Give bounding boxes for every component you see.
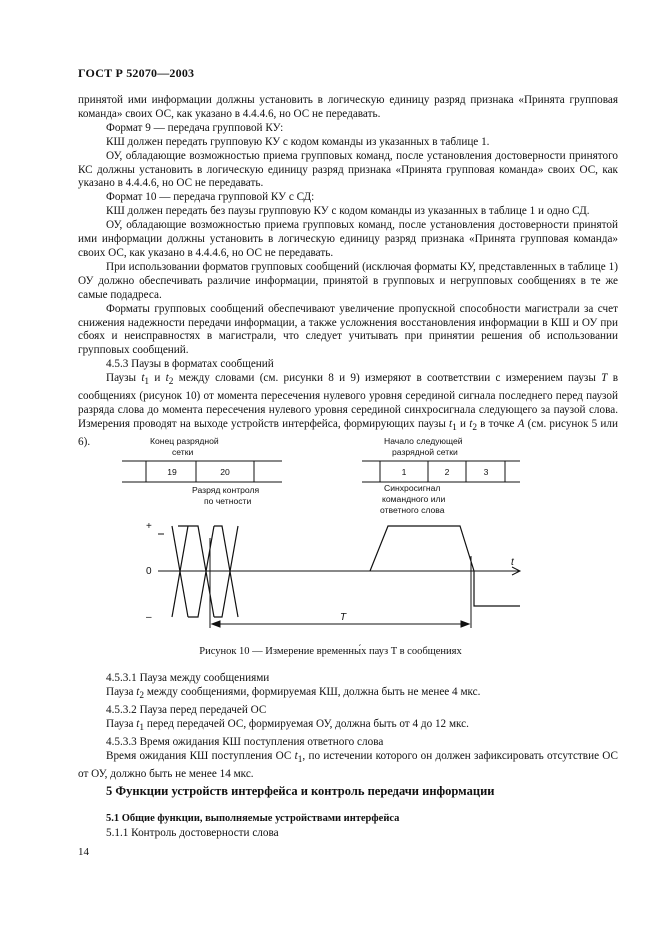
figure-caption: Рисунок 10 — Измерение временны́х пауз T в сообщениях [199,646,462,657]
section-heading: 5 Функции устройств интерфейса и контроль передачи информации [106,784,495,798]
left-bit-grid [122,461,282,482]
bit-cell-2: 2 [444,467,450,477]
subsection-heading: 5.1.1 Контроль достоверности слова [106,827,279,839]
subsection-heading: 4.5.3 Паузы в форматах сообщений [106,358,274,371]
page-number: 14 [78,846,89,858]
sync-signal-label: Синхросигнал [384,483,441,493]
bit-cell-3: 3 [483,467,489,477]
timing-diagram [0,430,661,640]
subsection-heading: 4.5.3.3 Время ожидания КШ поступления ответного слова [106,736,384,749]
paragraph: Формат 9 — передача групповой КУ: [106,121,284,134]
minus-level-label: – [146,612,152,623]
right-bit-grid [362,461,520,482]
paragraph: ОУ, обладающие возможностью приема групповых команд, после установления достоверности принятого КС должны установить в логическую единицу разряд признака «Принята групповая команда» своих ОС, как указано в 4.4.4.6, но ОС не передавать. [78,149,618,190]
parity-bit-label: по четности [204,496,252,506]
paragraph: Время ожидания КШ поступления ОС $t_1$, по истечении которого он должен зафиксировать отсутствие ОС от ОУ, должно быть не менее 14 мкс. [78,750,618,781]
subsection-heading: 5.1 Общие функции, выполняемые устройствами интерфейса [106,813,400,824]
time-axis [158,534,520,575]
subsection-heading: 4.5.3.2 Пауза перед передачей ОС [106,704,267,717]
start-grid-label: разрядной сетки [392,447,458,457]
paragraph: Пауза $t_1$ перед передачей ОС, формируемая ОУ, должна быть от 4 до 12 мкс. [106,717,469,734]
end-grid-label: Конец разрядной [150,436,219,446]
pause-paragraph: Паузы $t_1$ и $t_2$ между словами (см. рисунки 8 и 9) измеряют в соответствии с измерением паузы T в сообщениях (рисунок 10) от момента пересечения нулевого уровня серединой сигнала последнего перед паузой разряда слова до момента пересечения нулевого уровня серединой синхросигнала следующего за паузой слова. Измерения проводят на выходе устройств интерфейса, формирующих паузы $t_1$ и $t_2$ в точке А (см. рисунок 5 или 6). [78,372,618,449]
paragraph: Пауза $t_2$ между сообщениями, формируемая КШ, должна быть не менее 4 мкс. [106,685,481,702]
end-grid-label: сетки [172,447,194,457]
paragraph: Формат 10 — передача групповой КУ с СД: [106,191,315,204]
paragraph: КШ должен передать без паузы групповую КУ с кодом команды из указанных в таблице 1 и одно СД. [106,205,590,218]
zero-level-label: 0 [146,566,152,577]
bit-cell-19: 19 [167,467,177,477]
pause-T-label: T [340,612,347,623]
parity-bit-label: Разряд контроля [192,485,260,495]
time-axis-label: t [511,557,514,568]
bit-cell-20: 20 [220,467,230,477]
paragraph: КШ должен передать групповую КУ с кодом команды из указанных в таблице 1. [106,135,490,148]
paragraph: Форматы групповых сообщений обеспечивают увеличение пропускной способности магистрали за счет снижения надежности передачи информации, а также усложнения восстановления информации в КШ и ОУ при сбоях и неисправностях в магистрали, что следует учитывать при принятии решения об использовании групповых сообщений. [78,302,618,357]
document-header: ГОСТ Р 52070—2003 [78,66,195,80]
start-grid-label: Начало следующей [384,436,463,446]
paragraph: При использовании форматов групповых сообщений (исключая форматы КУ, представленных в таблице 1) ОУ должно обеспечивать различие информации, принятой в групповых и негрупповых сообщениях в те же самые подадреса. [78,260,618,301]
bit-cell-1: 1 [401,467,407,477]
subsection-heading: 4.5.3.1 Пауза между сообщениями [106,672,270,684]
sync-signal-label: ответного слова [380,505,445,515]
paragraph: ОУ, обладающие возможностью приема групповых команд, после установления достоверности принятой ими информации должны установить в логическую единицу разряд признака «Принята групповая команда» своих ОС, как указано в 4.4.4.6, но ОС не передавать. [78,219,618,259]
paragraph: принятой ими информации должны установить в логическую единицу разряд признака «Принята групповая команда» своих ОС, как указано в 4.4.4.6, но ОС не передавать. [78,94,618,120]
plus-level-label: + [146,521,152,532]
body-text [78,94,618,450]
sync-signal-label: командного или [382,494,446,504]
lower-text [78,672,618,782]
